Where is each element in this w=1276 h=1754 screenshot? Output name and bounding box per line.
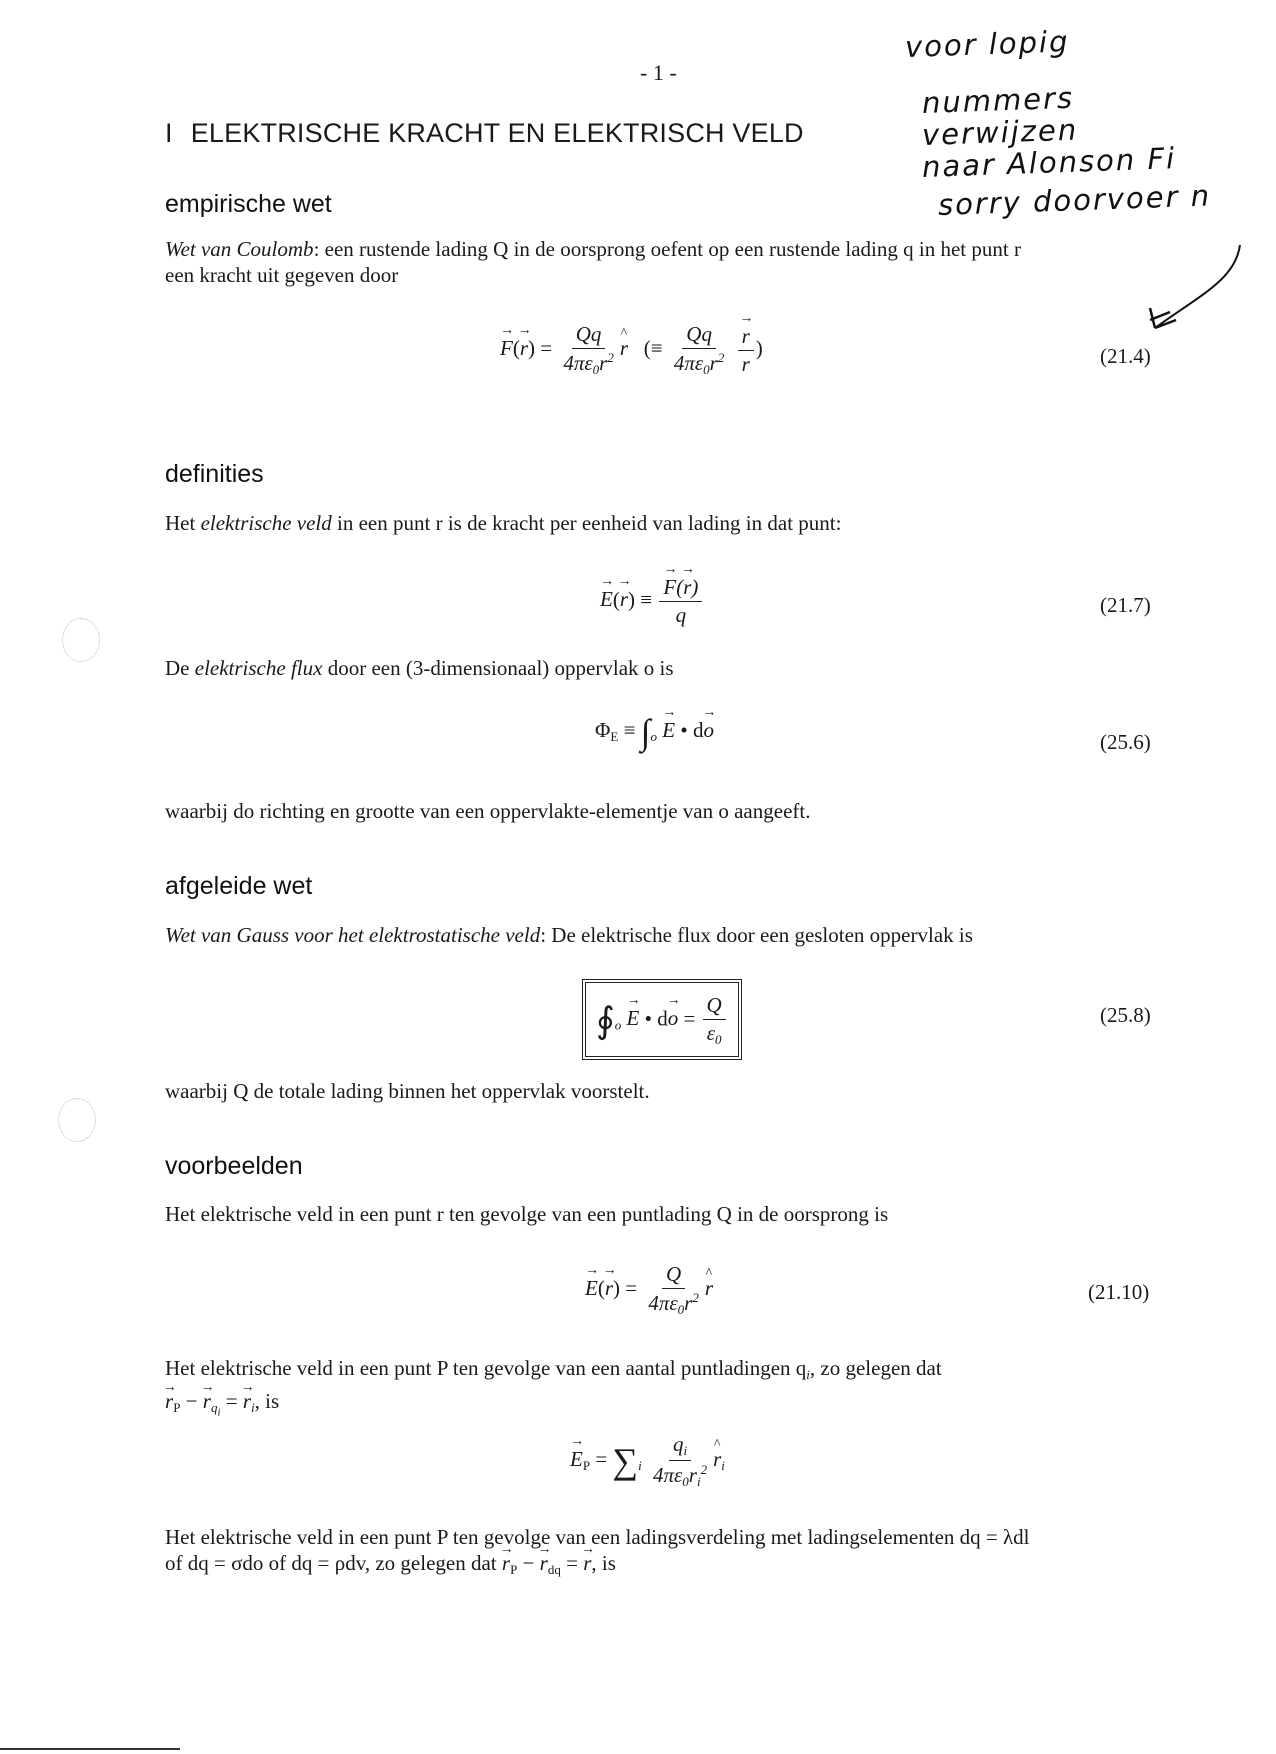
field-def-before: Het	[165, 511, 201, 535]
example-distribution-paragraph: Het elektrische veld in een punt P ten gevolge van een ladingsverdeling met ladingselementen dq = λdl of dq = σdo of dq = ρdv, zo gelegen dat → $r_P$ − → $r_{dq}$ = → r, is	[165, 1524, 1165, 1583]
multiple-charges-text-end: , zo gelegen dat	[809, 1356, 942, 1380]
handwritten-note-line-3: verwijzen	[921, 112, 1079, 152]
distribution-text-line2: of dq = σdo of dq = ρdv, zo gelegen dat	[165, 1551, 497, 1575]
chapter-title	[165, 118, 804, 149]
term-elektrische-flux: elektrische flux	[194, 656, 323, 680]
term-elektrische-veld: elektrische veld	[200, 511, 332, 535]
chapter-number: I	[165, 118, 173, 148]
handwritten-note-line-4: naar Alonson Fi	[921, 141, 1177, 184]
eq-number-21-7: (21.7)	[1100, 593, 1151, 617]
distribution-text: Het elektrische veld in een punt P ten gevolge van een ladingsverdeling met ladingselementen dq = λdl	[165, 1525, 1030, 1549]
equation-field-definition: → E(→ r) ≡ → $\frac{F(\to r)}{q}$	[600, 575, 704, 628]
flux-def-before: De	[165, 656, 195, 680]
punch-hole-mark	[62, 618, 100, 662]
eq-number-21-10: (21.10)	[1088, 1280, 1150, 1304]
section-heading-empirisch: empirische wet	[165, 190, 332, 218]
field-definition-paragraph	[165, 510, 1165, 536]
equation-gauss-boxed: $∮_o \to E$ • d→ o = $\frac{Q}{\varepsilon_0}$	[585, 982, 739, 1057]
flux-note: waarbij do richting en grootte van een oppervlakte-elementje van o aangeeft.	[165, 799, 811, 823]
field-def-after: in een punt r is de kracht per eenheid van lading in dat punt:	[331, 511, 842, 535]
section-heading-voorbeelden: voorbeelden	[165, 1152, 303, 1180]
punch-hole-mark	[58, 1098, 96, 1142]
equation-flux: $\Phi_E \equiv \int_o \to E$ • d→ o	[595, 718, 714, 745]
example-point-charge-paragraph: Het elektrische veld in een punt r ten gevolge van een puntlading Q in de oorsprong is	[165, 1202, 889, 1226]
law-name-coulomb: Wet van Coulomb	[165, 237, 314, 261]
coulomb-text-line2: een kracht uit gegeven door	[165, 263, 399, 287]
example-multiple-charges-paragraph: Het elektrische veld in een punt P ten gevolge van een aantal puntladingen $q_i$, zo gelegen dat → $r_P$ − → $r_{q_i}$ = → $r_i$, is	[165, 1355, 1165, 1426]
multiple-charges-line2-end: , is	[254, 1389, 280, 1413]
equation-point-charge: → E(→ r) = $\frac{Q}{4\pi\varepsilon_0r^2}$ ^ r	[585, 1262, 713, 1318]
page-number: - 1 -	[640, 60, 677, 85]
gauss-note: waarbij Q de totale lading binnen het oppervlak voorstelt.	[165, 1079, 650, 1103]
gauss-text: : De elektrische flux door een gesloten oppervlak is	[540, 923, 973, 947]
eq-number-25-6: (25.6)	[1100, 730, 1151, 754]
section-heading-afgeleid: afgeleide wet	[165, 872, 313, 900]
multiple-charges-text: Het elektrische veld in een punt P ten gevolge van een aantal puntladingen q	[165, 1356, 807, 1380]
chapter-title-text: ELEKTRISCHE KRACHT EN ELEKTRISCH VELD	[190, 118, 804, 148]
handwritten-note-line-2: nummers	[921, 80, 1075, 120]
equation-superposition: → $E_P = \sum_i$ $\frac{q_i}{4\pi\varepsilon_0r_i^2}$ ^ $r_i$	[570, 1432, 725, 1490]
handwritten-note-line-1: voor lopig	[904, 24, 1070, 64]
eq-number-21-4: (21.4)	[1100, 344, 1151, 368]
coulomb-paragraph	[165, 236, 1165, 288]
law-name-gauss: Wet van Gauss voor het elektrostatische veld	[165, 923, 541, 947]
eq-number-25-8: (25.8)	[1100, 1003, 1151, 1027]
flux-definition-paragraph	[165, 655, 1165, 681]
coulomb-text: : een rustende lading Q in de oorsprong oefent op een rustende lading q in het punt r	[313, 237, 1021, 261]
handwritten-note-line-5: sorry doorvoer n	[937, 178, 1212, 222]
section-heading-definities: definities	[165, 460, 264, 488]
flux-def-after: door een (3-dimensionaal) oppervlak o is	[322, 656, 674, 680]
equation-coulomb: → F(→ r) = $\frac{Qq}{4\pi\varepsilon_0r^2}$ ^ r (≡ $\frac{Qq}{4\pi\varepsilon_0r^2}$ → $\frac{r}{r}$ )	[500, 322, 763, 378]
bottom-edge-line	[0, 1748, 180, 1750]
distribution-line2-end: , is	[591, 1551, 616, 1575]
gauss-paragraph	[165, 922, 1165, 948]
